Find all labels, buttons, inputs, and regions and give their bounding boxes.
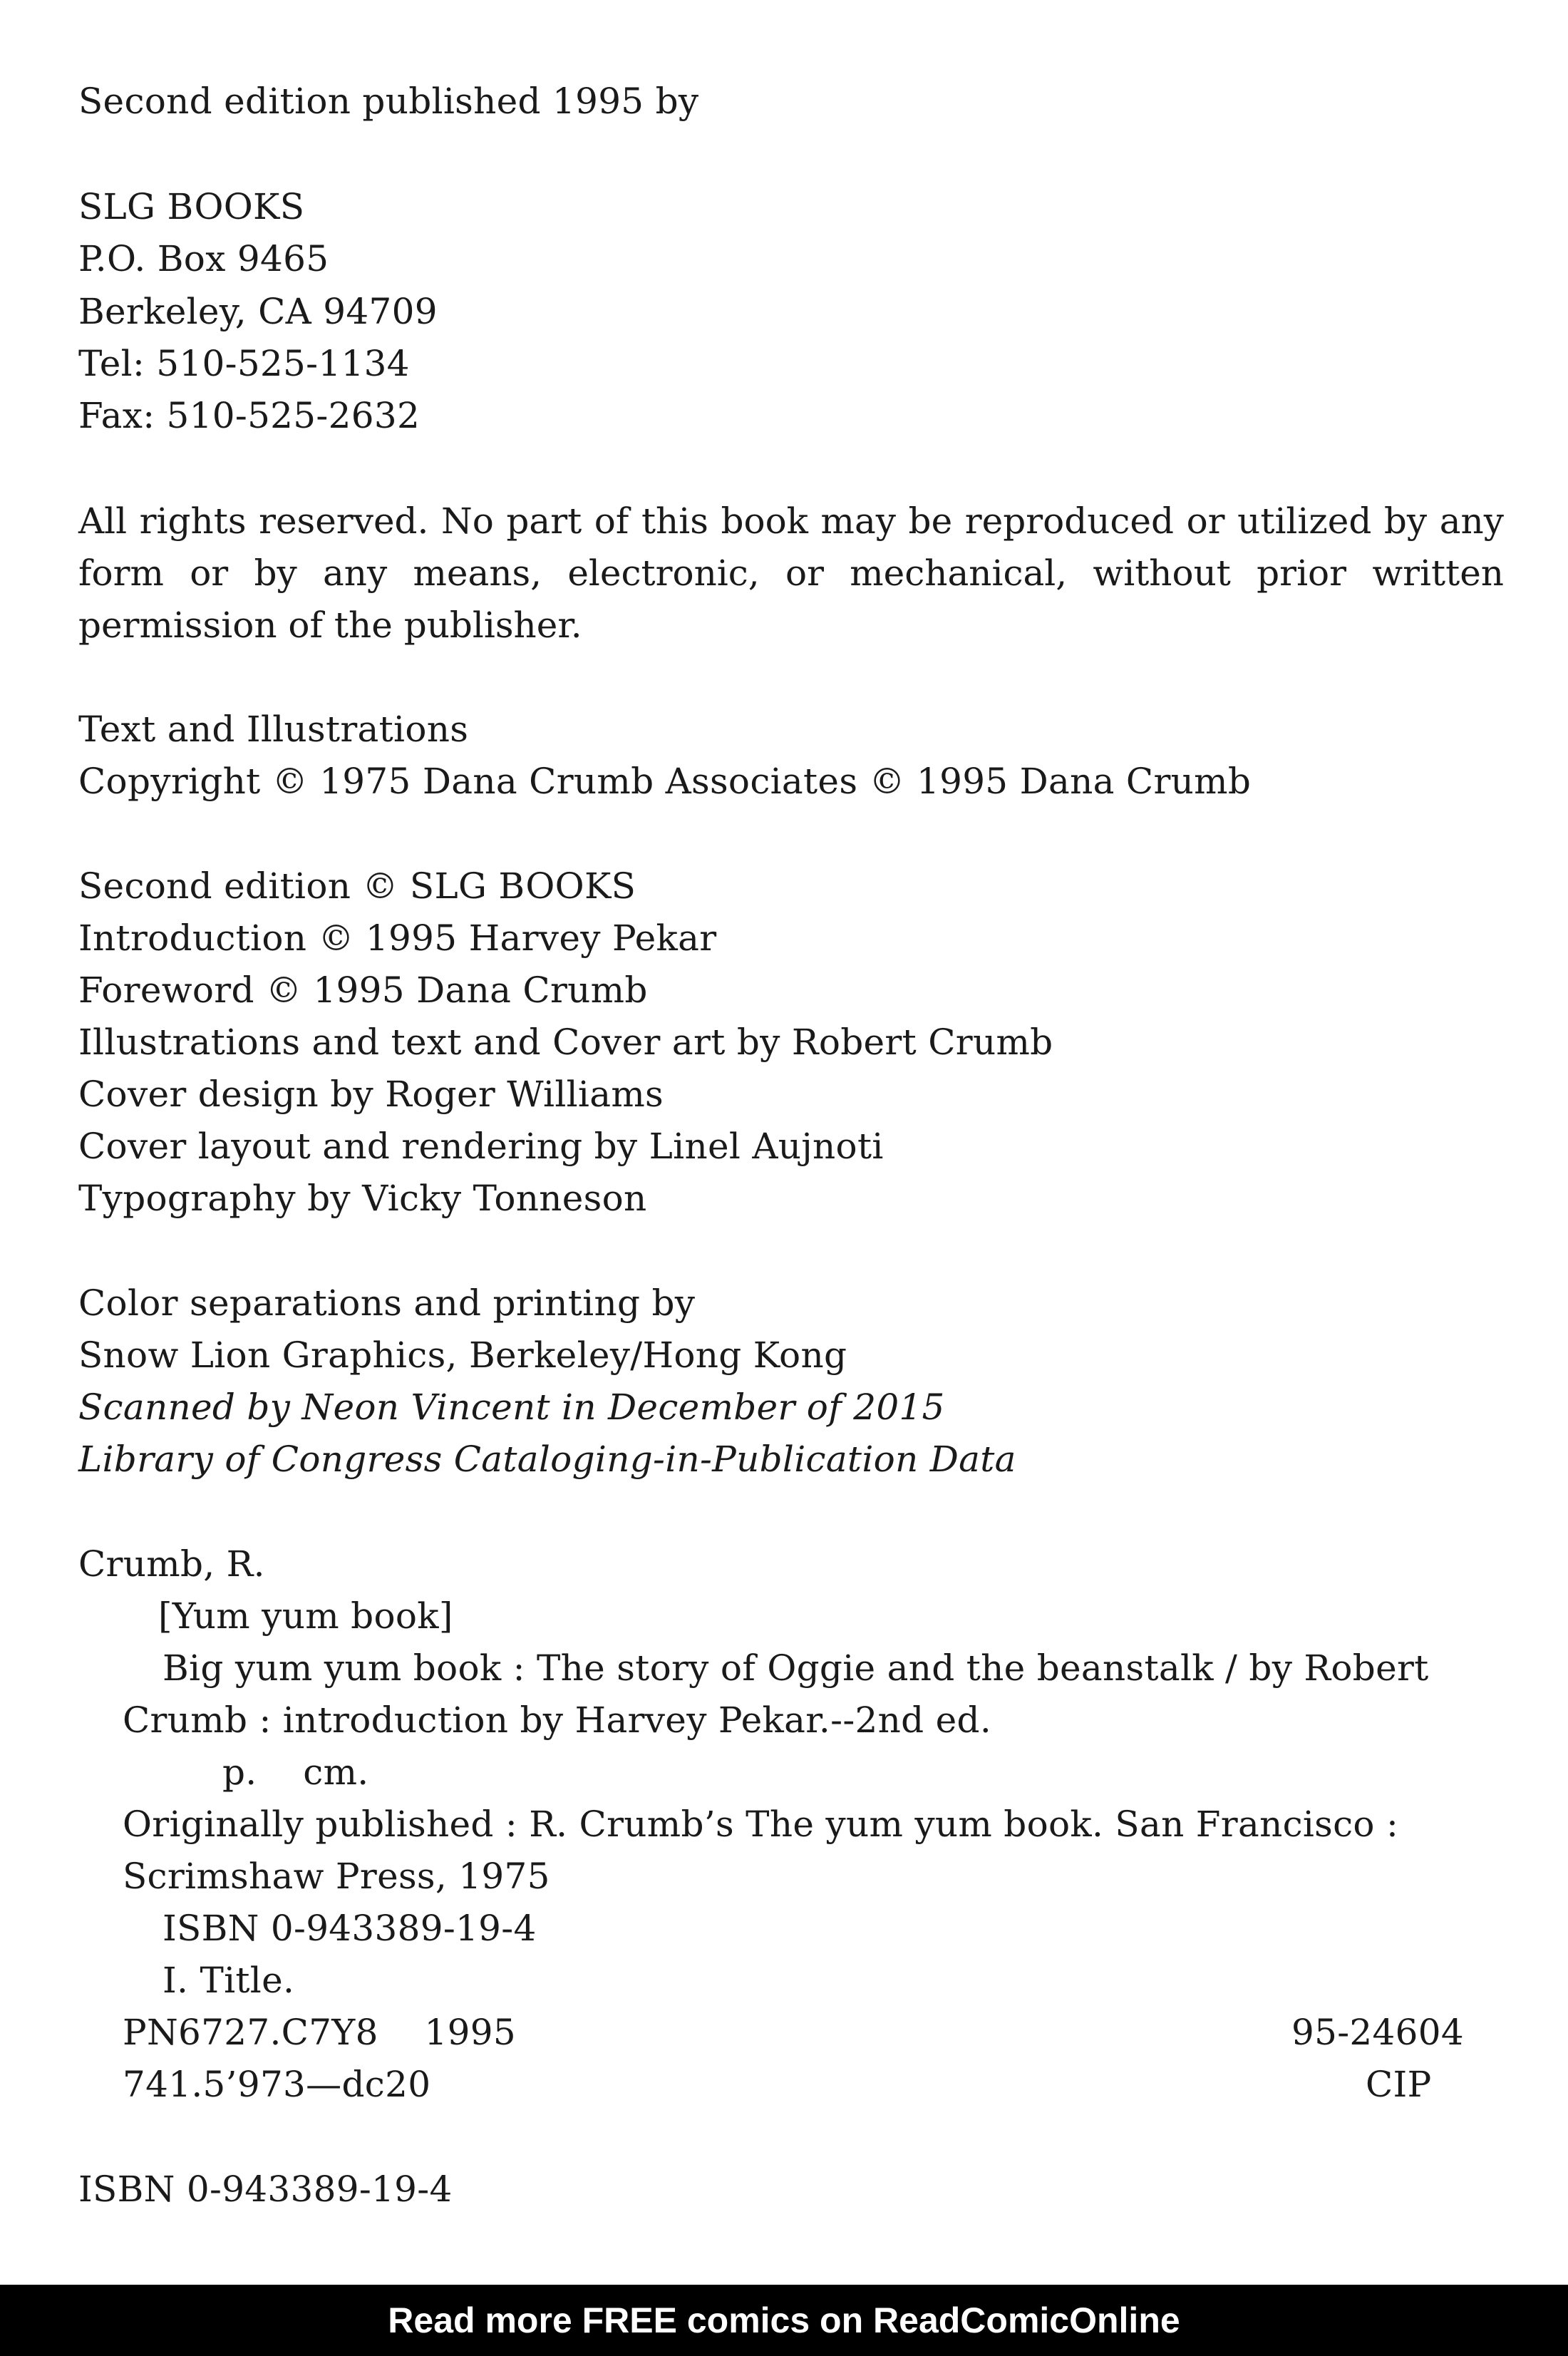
footer-banner[interactable]: Read more FREE comics on ReadComicOnline xyxy=(0,2285,1568,2356)
edition-line: Second edition published 1995 by xyxy=(78,81,699,122)
credit-line: Cover design by Roger Williams xyxy=(78,1074,664,1115)
isbn-bottom: ISBN 0-943389-19-4 xyxy=(78,2169,453,2210)
cip-isbn: ISBN 0-943389-19-4 xyxy=(163,1908,537,1949)
publisher-po-box: P.O. Box 9465 xyxy=(78,238,329,279)
credit-line: Second edition © SLG BOOKS xyxy=(78,865,636,907)
cip-title-line-1: Big yum yum book : The story of Oggie and the beanstalk / by Robert xyxy=(163,1647,1429,1689)
publisher-fax: Fax: 510-525-2632 xyxy=(78,395,421,436)
cip-physical: p. cm. xyxy=(222,1751,369,1793)
credit-line: Introduction © 1995 Harvey Pekar xyxy=(78,917,717,959)
publisher-name: SLG BOOKS xyxy=(78,186,305,227)
cip-note-line-2: Scrimshaw Press, 1975 xyxy=(123,1856,550,1897)
loc-heading: Library of Congress Cataloging-in-Publication Data xyxy=(78,1439,1016,1480)
cip-tracing: I. Title. xyxy=(163,1960,295,2001)
credit-line: Typography by Vicky Tonneson xyxy=(78,1178,647,1219)
credit-line: Cover layout and rendering by Linel Aujnoti xyxy=(78,1126,884,1167)
printing-line-1: Color separations and printing by xyxy=(78,1282,696,1324)
cip-author: Crumb, R. xyxy=(78,1543,265,1585)
credit-line: Foreword © 1995 Dana Crumb xyxy=(78,969,648,1011)
cip-note-line-1: Originally published : R. Crumb’s The yum yum book. San Francisco : xyxy=(123,1804,1399,1845)
copyright-line: Copyright © 1975 Dana Crumb Associates © 1995 Dana Crumb xyxy=(78,761,1252,802)
publisher-city: Berkeley, CA 94709 xyxy=(78,291,438,332)
cip-lccn: 95-24604 xyxy=(1291,2012,1464,2053)
publisher-tel: Tel: 510-525-1134 xyxy=(78,343,410,384)
printing-line-2: Snow Lion Graphics, Berkeley/Hong Kong xyxy=(78,1334,847,1376)
cip-title-line-2: Crumb : introduction by Harvey Pekar.--2nd ed. xyxy=(123,1699,992,1741)
rights-statement: All rights reserved. No part of this book may be reproduced or utilized by any form or by any means, electronic, or mechanical, without prior written permission of the publisher. xyxy=(78,500,1504,646)
cip-lc-class: PN6727.C7Y8 1995 xyxy=(123,2012,516,2053)
credit-line: Illustrations and text and Cover art by Robert Crumb xyxy=(78,1022,1053,1063)
copyright-heading: Text and Illustrations xyxy=(78,709,469,750)
cip-uniform-title: [Yum yum book] xyxy=(158,1595,453,1637)
scanned-note: Scanned by Neon Vincent in December of 2015 xyxy=(78,1387,945,1428)
cip-label: CIP xyxy=(1366,2064,1432,2105)
cip-dewey: 741.5’973—dc20 xyxy=(123,2064,431,2105)
